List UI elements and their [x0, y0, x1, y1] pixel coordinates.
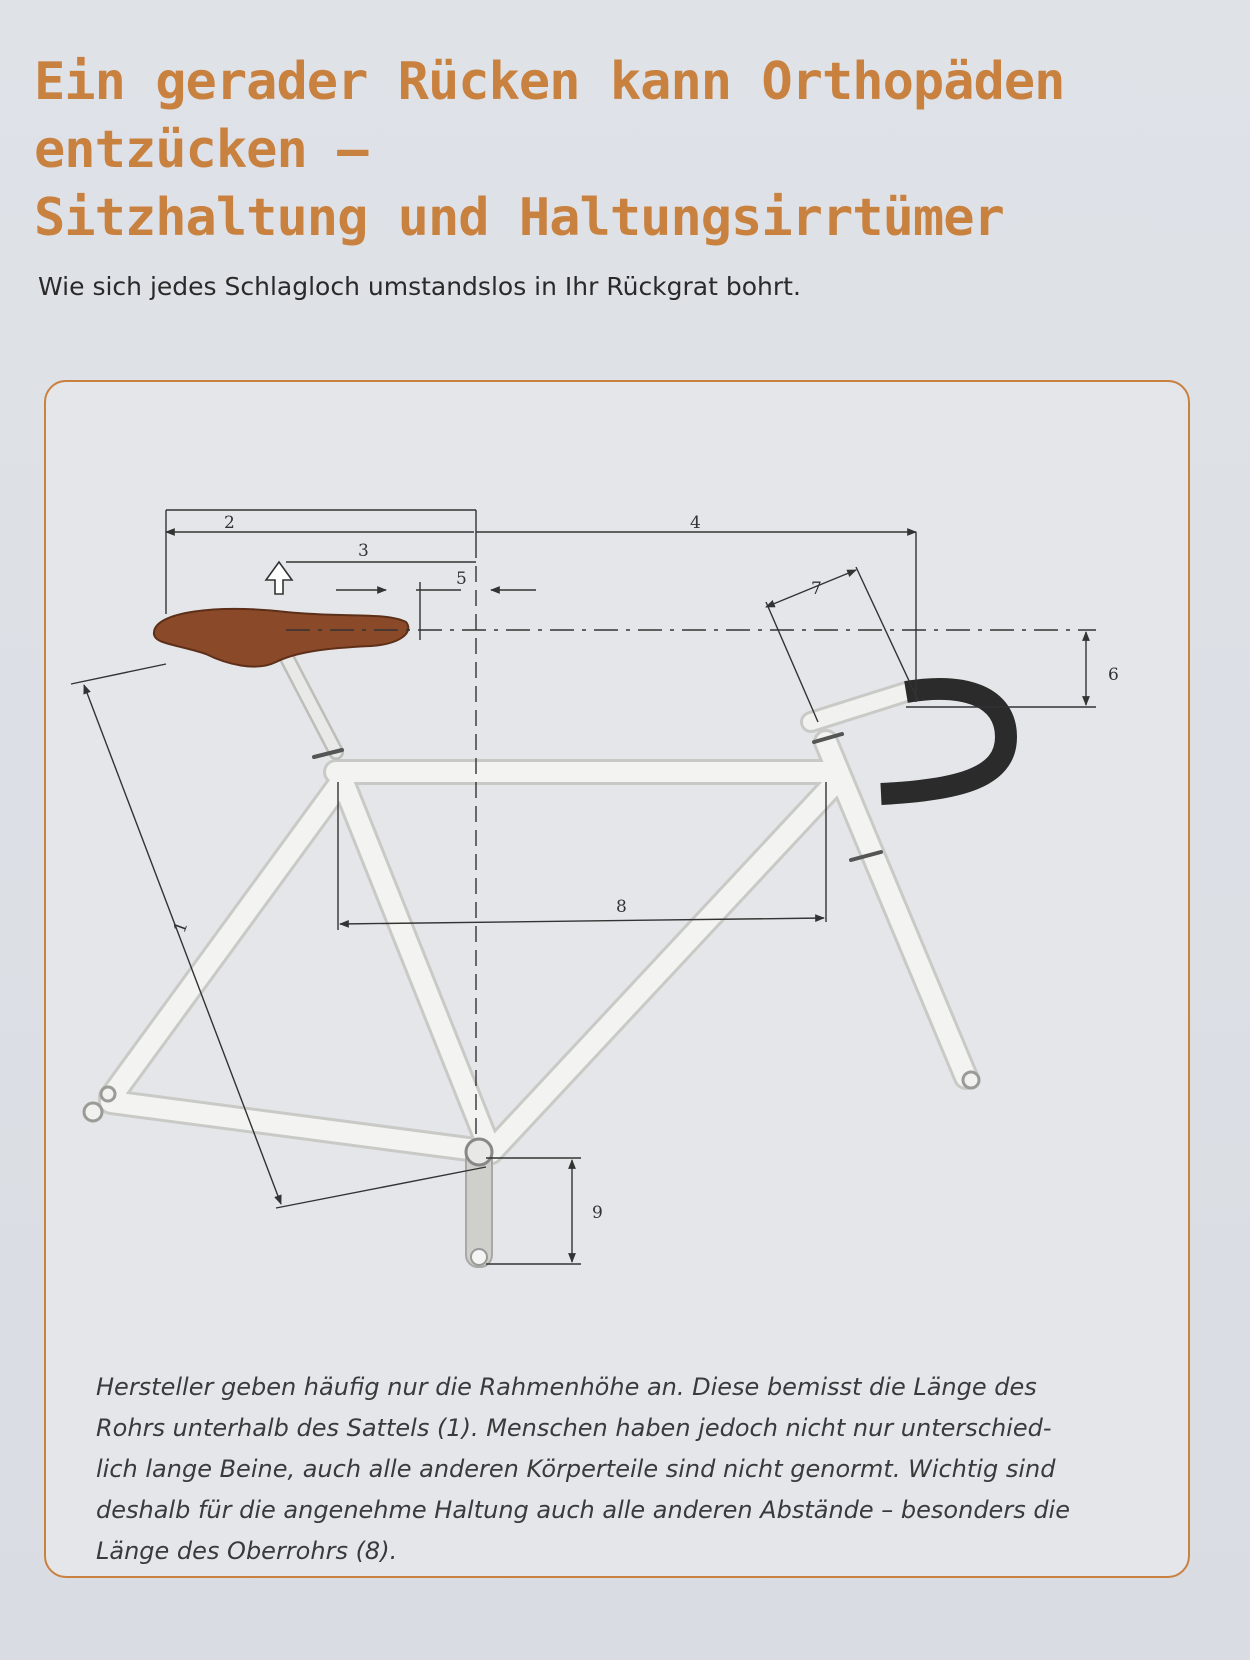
label-4: 4: [690, 513, 701, 533]
label-3: 3: [358, 541, 369, 561]
illustration-card: [44, 380, 1190, 1578]
label-6: 6: [1108, 665, 1119, 685]
bicycle-frame-diagram: [46, 382, 1192, 1362]
caption: [96, 1367, 1126, 1572]
label-5: 5: [456, 569, 467, 589]
arrow-up-icon: [266, 562, 292, 594]
caption-line: deshalb für die angenehme Haltung auch alle anderen Abstände – besonders die: [96, 1496, 1070, 1524]
subtitle: Wie sich jedes Schlagloch umstandslos in Ihr Rückgrat bohrt.: [38, 272, 801, 301]
label-2: 2: [224, 513, 235, 533]
saddle: [154, 609, 408, 667]
caption-line: Länge des Oberrohrs (8).: [96, 1537, 398, 1565]
label-9: 9: [592, 1203, 603, 1223]
bike-frame: [84, 637, 979, 1267]
title-line-1: Ein gerader Rücken kann Orthopäden entzücken –: [34, 52, 1065, 180]
caption-line: lich lange Beine, auch alle anderen Körperteile sind nicht genormt. Wichtig sind: [96, 1455, 1056, 1483]
label-1: 1: [169, 918, 193, 936]
caption-line: Rohrs unterhalb des Sattels (1). Menschen haben jedoch nicht nur unterschied-: [96, 1414, 1052, 1442]
title-line-2: Sitzhaltung und Haltungsirrtümer: [34, 188, 1004, 248]
label-7: 7: [811, 579, 822, 599]
page-title: [34, 48, 1214, 252]
caption-line: Hersteller geben häufig nur die Rahmenhöhe an. Diese bemisst die Länge des: [96, 1373, 1037, 1401]
label-8: 8: [616, 897, 627, 917]
